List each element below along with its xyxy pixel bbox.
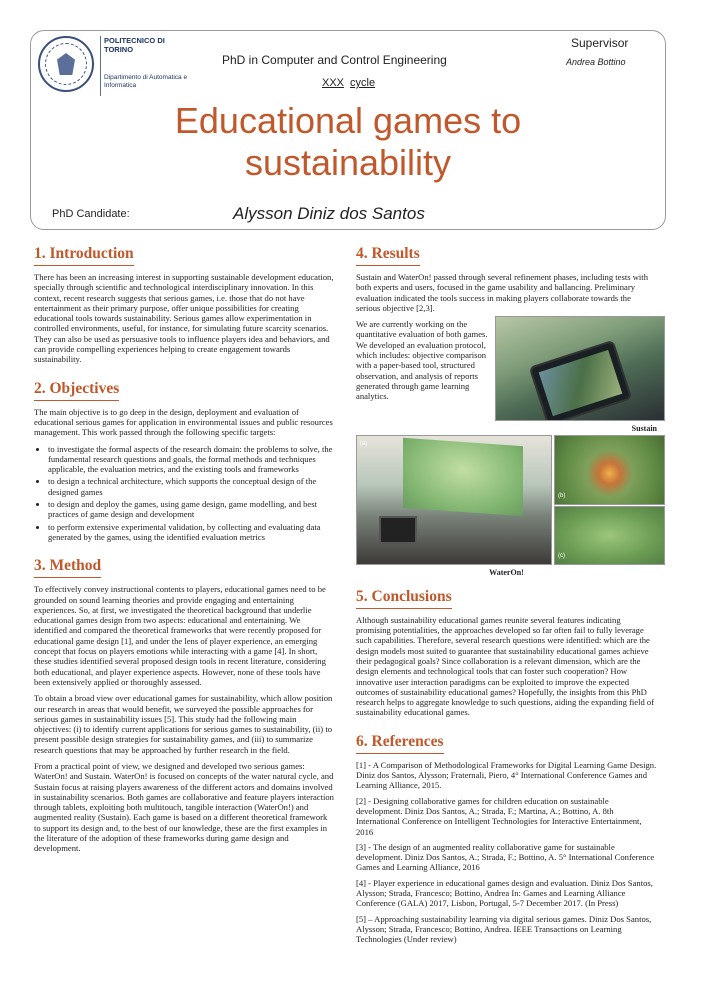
objectives-heading: 2. Objectives	[34, 379, 119, 401]
left-column	[34, 236, 335, 860]
reference-item: [2] - Designing collaborative games for children education on sustainable development. Diniz Dos Santos, A.; Strada, F.; Martina, A.; Bottino, A. 8th International Conference on Intelligent Technologies for Interactive Entertainment, 2016	[356, 795, 642, 837]
objective-item: • to design and deploy the games, using game design, game modelling, and best practices of game design and development	[48, 499, 335, 520]
results-evaluation-text: We are currently working on the quantitative evaluation of both games. We developed an evaluation protocol, which includes: objective comparison with a paper-based tool, structured observation, and analysis of reports generated through game learning analytics.	[356, 319, 488, 402]
right-column	[356, 236, 657, 950]
supervisor-label: Supervisor	[571, 36, 629, 50]
program-name: PhD in Computer and Control Engineering	[222, 53, 447, 67]
method-paragraph: To obtain a broad view over educational games for sustainability, which allow position our research in areas that would benefit, we surveyed the possible approaches for serious games in sustainability issues [5]. This study had the following main objectives: (i) to identify current applications for serious games to sustainability, (ii) to present possible design strategies for sustainability games, and (iii) to summarize research questions that may be approached by further research in the field.	[34, 693, 333, 755]
wateron-photo-b	[554, 435, 665, 505]
objective-item: • to design a technical architecture, which supports the conceptual design of the designed games	[48, 476, 335, 497]
method-heading: 3. Method	[34, 556, 101, 578]
results-text: Sustain and WaterOn! passed through several refinement phases, including tests with both experts and users, focused in the game usability and ballancing. Preliminary evaluation indicated the tools success in making players collaborate towards the serious objective [2,3].	[356, 272, 648, 313]
conclusions-heading: 5. Conclusions	[356, 587, 452, 609]
wateron-figure	[356, 435, 657, 566]
institution-name: POLITECNICO DI TORINO	[104, 36, 165, 54]
panel-label-b: (b)	[558, 493, 566, 500]
reference-item: [3] - The design of an augmented reality collaborative game for sustainable development. Diniz Dos Santos, A.; Strada, F.; Bottino, A. 5° International Conference Games and Learning Alliance, 2016	[356, 841, 655, 873]
cycle-word: cycle	[350, 77, 376, 89]
reference-item: [1] - A Comparison of Methodological Frameworks for Digital Learning Game Design. Diniz dos Santos, Alysson; Fraternali, Piero, 4° International Conference Games and Learning Alliance, 2015.	[356, 759, 657, 791]
panel-label-c: (c)	[558, 553, 565, 560]
objectives-list	[34, 444, 335, 543]
introduction-heading: 1. Introduction	[34, 244, 134, 266]
tablet-image	[529, 340, 633, 421]
objective-item: • to perform extensive experimental validation, by collecting and evaluating data generated by the games, using the identified evaluation metrics	[48, 522, 335, 543]
poster-title: Educational games to sustainability	[174, 100, 522, 183]
results-row	[356, 319, 657, 423]
method-paragraph: To effectively convey instructional contents to players, educational games need to be grounded on sound learning theories and provide engaging and entertaining experiences. So, at first, we investigated the theoretical background that underlie educational games design from two aspects: educational and entertaining. We identified and compared the theoretical frameworks that were recently proposed for educational game design [1], and under the lens of player experience, an emerging concept that focus on players emotions while interacting with a game [4]. In short, these studies identified several proposed design tools in recent literature, considering both educational, and player experience aspects. However, none of these tools have been extensively applied or thoroughly assessed.	[34, 584, 326, 687]
references-heading: 6. References	[356, 732, 444, 754]
university-seal-logo	[38, 36, 94, 92]
candidate-label: PhD Candidate:	[52, 208, 130, 220]
objective-item: • to investigate the formal aspects of the research domain: the problems to solve, the fundamental research questions and goals, the formal methods and techniques applicable, the evaluation metrics, and the existing tools and frameworks	[48, 444, 335, 475]
logo-divider	[100, 36, 101, 96]
cycle-number: XXX	[322, 77, 345, 89]
conclusions-text: Although sustainability educational games reunite several features indicating promising potentialities, the approaches developed so far often fail to fully leverage such capabilities. Therefore, several research questions were identified: which are the design models most suited to guarantee that sustainability educational games achieve their pedagogical goals? Since collaboration is a relevant dimension, which are the design elements and technological tools that can foster such cooperation? How innovative user interaction paradigms can be exploited to improve the expected outcomes of sustainability educational games? Hopefully, the insights from this PhD research helps to aggregate knowledge to such questions, aiding the expanding field of sustainability educational games.	[356, 614, 655, 718]
method-paragraph: From a practical point of view, we designed and developed two serious games: WaterOn! and Sustain. WaterOn! is focused on concepts of the water natural cycle, and Sustain focus at raising players awareness of the different actors and domains involved in sustainability scenarios. Both games are collaborative and feature players interaction through tablets, exploiting both multitouch, tangible interaction (WaterOn!) and augmented reality (Sustain). Each game is based on a different theoretical framework to support its design and, to the best of our knowledge, these are the first examples in the literature of the adoption of these frameworks during game design and development.	[34, 760, 334, 854]
wateron-caption: WaterOn!	[489, 568, 524, 578]
projection-screen	[403, 438, 523, 516]
references-list	[356, 760, 657, 945]
panel-label-a: (a)	[360, 441, 368, 448]
candidate-name: Alysson Diniz dos Santos	[233, 204, 425, 223]
supervisor-name: Andrea Bottino	[566, 57, 626, 67]
results-heading: 4. Results	[356, 244, 420, 266]
introduction-text: There has been an increasing interest in supporting sustainable development education, specially through scientific and technological interdisciplinary innovation. In this context, recent research suggests that serious games, i.e. those that do not have entertainment as their primary purpose, offer unique possibilities for creating educational tools towards sustainability. Serious games allow experimentation in controlled environments, useful, for instance, for simulating future scarcity scenarios. They can also be used as persuasive tools to influence players idea and behaviors, and can provide compelling experiences helping to create engagement towards sustainability.	[34, 272, 334, 365]
objectives-intro: The main objective is to go deep in the design, deployment and evaluation of educational serious games for application in environmental issues and public resources management. This work passed through the following specific targets:	[34, 406, 333, 438]
sustain-caption: Sustain	[631, 424, 657, 434]
wateron-photo-c	[554, 506, 665, 565]
monitor-image	[379, 516, 417, 544]
cycle-line	[322, 77, 381, 89]
reference-item: [5] – Approaching sustainability learning via digital serious games. Diniz Dos Santos, Alysson; Strada, Francesco; Bottino, Andrea. IEEE Transactions on Learning Technologies (Under review)	[356, 913, 652, 945]
sustain-photo	[495, 316, 665, 421]
department-name: Dipartimento di Automatica e Informatica	[104, 74, 188, 89]
wateron-photo-main	[356, 435, 552, 565]
reference-item: [4] - Player experience in educational games design and evaluation. Diniz Dos Santos, Alysson; Strada, Francesco; Bottino, Andrea In: Games and Learning Alliance Conference (GALA) 2017, Lisbon, Portugal, 5-7 December 2017. (In Press)	[356, 877, 653, 909]
